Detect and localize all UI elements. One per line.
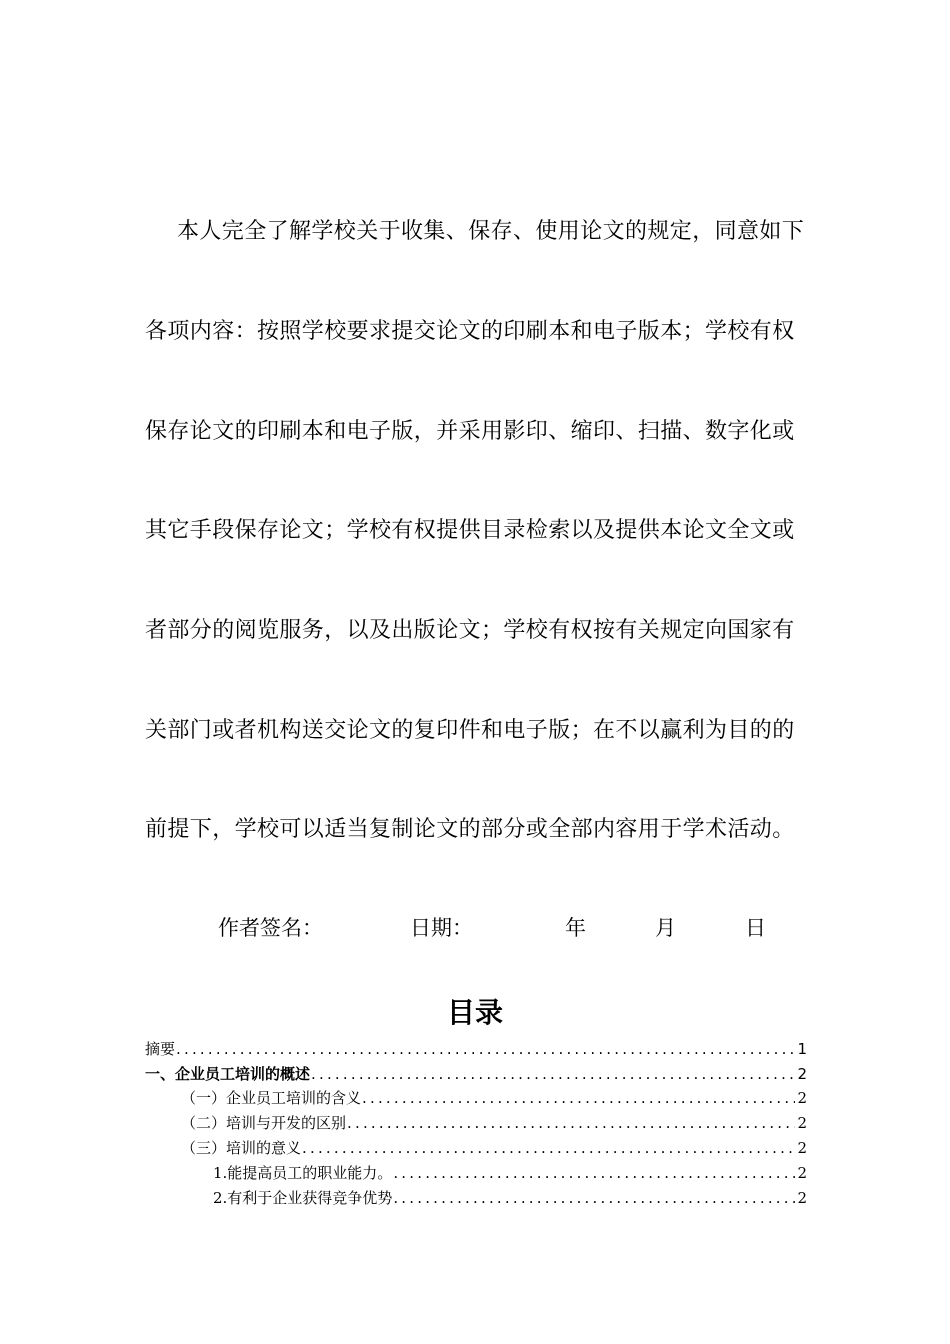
toc-entry[interactable]: [145, 1038, 807, 1060]
day-label: 日: [745, 916, 766, 940]
paragraph-line: 者部分的阅览服务，以及出版论文；学校有权按有关规定向国家有: [145, 618, 795, 643]
toc-entry-text: 1.能提高员工的职业能力。: [213, 1164, 393, 1182]
paragraph-line: 保存论文的印刷本和电子版，并采用影印、缩印、扫描、数字化或: [145, 419, 795, 444]
toc-page-number: 2: [797, 1164, 807, 1182]
author-signature-label: 作者签名：: [218, 916, 323, 940]
toc-entry-text: （一）企业员工培训的含义: [181, 1089, 362, 1107]
toc-entry-text: （三）培训的意义: [181, 1139, 302, 1157]
toc-entry[interactable]: [181, 1137, 807, 1159]
date-label: 日期：: [410, 916, 473, 940]
toc-entry[interactable]: [213, 1187, 807, 1209]
toc-dot-leader: [176, 1038, 795, 1060]
toc-entry-text: （二）培训与开发的区别: [181, 1114, 347, 1132]
toc-dot-leader: [311, 1063, 795, 1085]
toc-page-number: 2: [797, 1189, 807, 1207]
toc-dot-leader: [362, 1087, 795, 1109]
toc-title: 目录: [446, 996, 503, 1029]
toc-dot-leader: [393, 1162, 795, 1184]
toc-page-number: 2: [797, 1065, 807, 1083]
paragraph-line: 本人完全了解学校关于收集、保存、使用论文的规定，同意如下: [177, 219, 805, 244]
paragraph-line: 关部门或者机构送交论文的复印件和电子版；在不以赢利为目的的: [145, 718, 795, 743]
toc-page-number: 2: [797, 1139, 807, 1157]
year-label: 年: [565, 916, 586, 940]
toc-page-number: 2: [797, 1114, 807, 1132]
toc-page-number: 1: [797, 1040, 807, 1058]
toc-dot-leader: [302, 1137, 795, 1159]
paragraph-line: 其它手段保存论文；学校有权提供目录检索以及提供本论文全文或: [145, 518, 795, 543]
month-label: 月: [655, 916, 676, 940]
paragraph-line: 各项内容：按照学校要求提交论文的印刷本和电子版本；学校有权: [145, 319, 795, 344]
toc-entry[interactable]: [181, 1112, 807, 1134]
toc-entry-text: 摘要: [145, 1040, 176, 1058]
paragraph-line: 前提下，学校可以适当复制论文的部分或全部内容用于学术活动。: [145, 817, 795, 842]
toc-entry-text: 一、企业员工培训的概述: [145, 1065, 311, 1083]
toc-dot-leader: [347, 1112, 795, 1134]
toc-page-number: 2: [797, 1089, 807, 1107]
toc-entry[interactable]: [181, 1087, 807, 1109]
toc-dot-leader: [393, 1187, 795, 1209]
toc-entry[interactable]: [213, 1162, 807, 1184]
toc-entry-text: 2.有利于企业获得竞争优势: [213, 1189, 393, 1207]
signature-row: [0, 913, 950, 943]
toc-entry[interactable]: [145, 1063, 807, 1085]
